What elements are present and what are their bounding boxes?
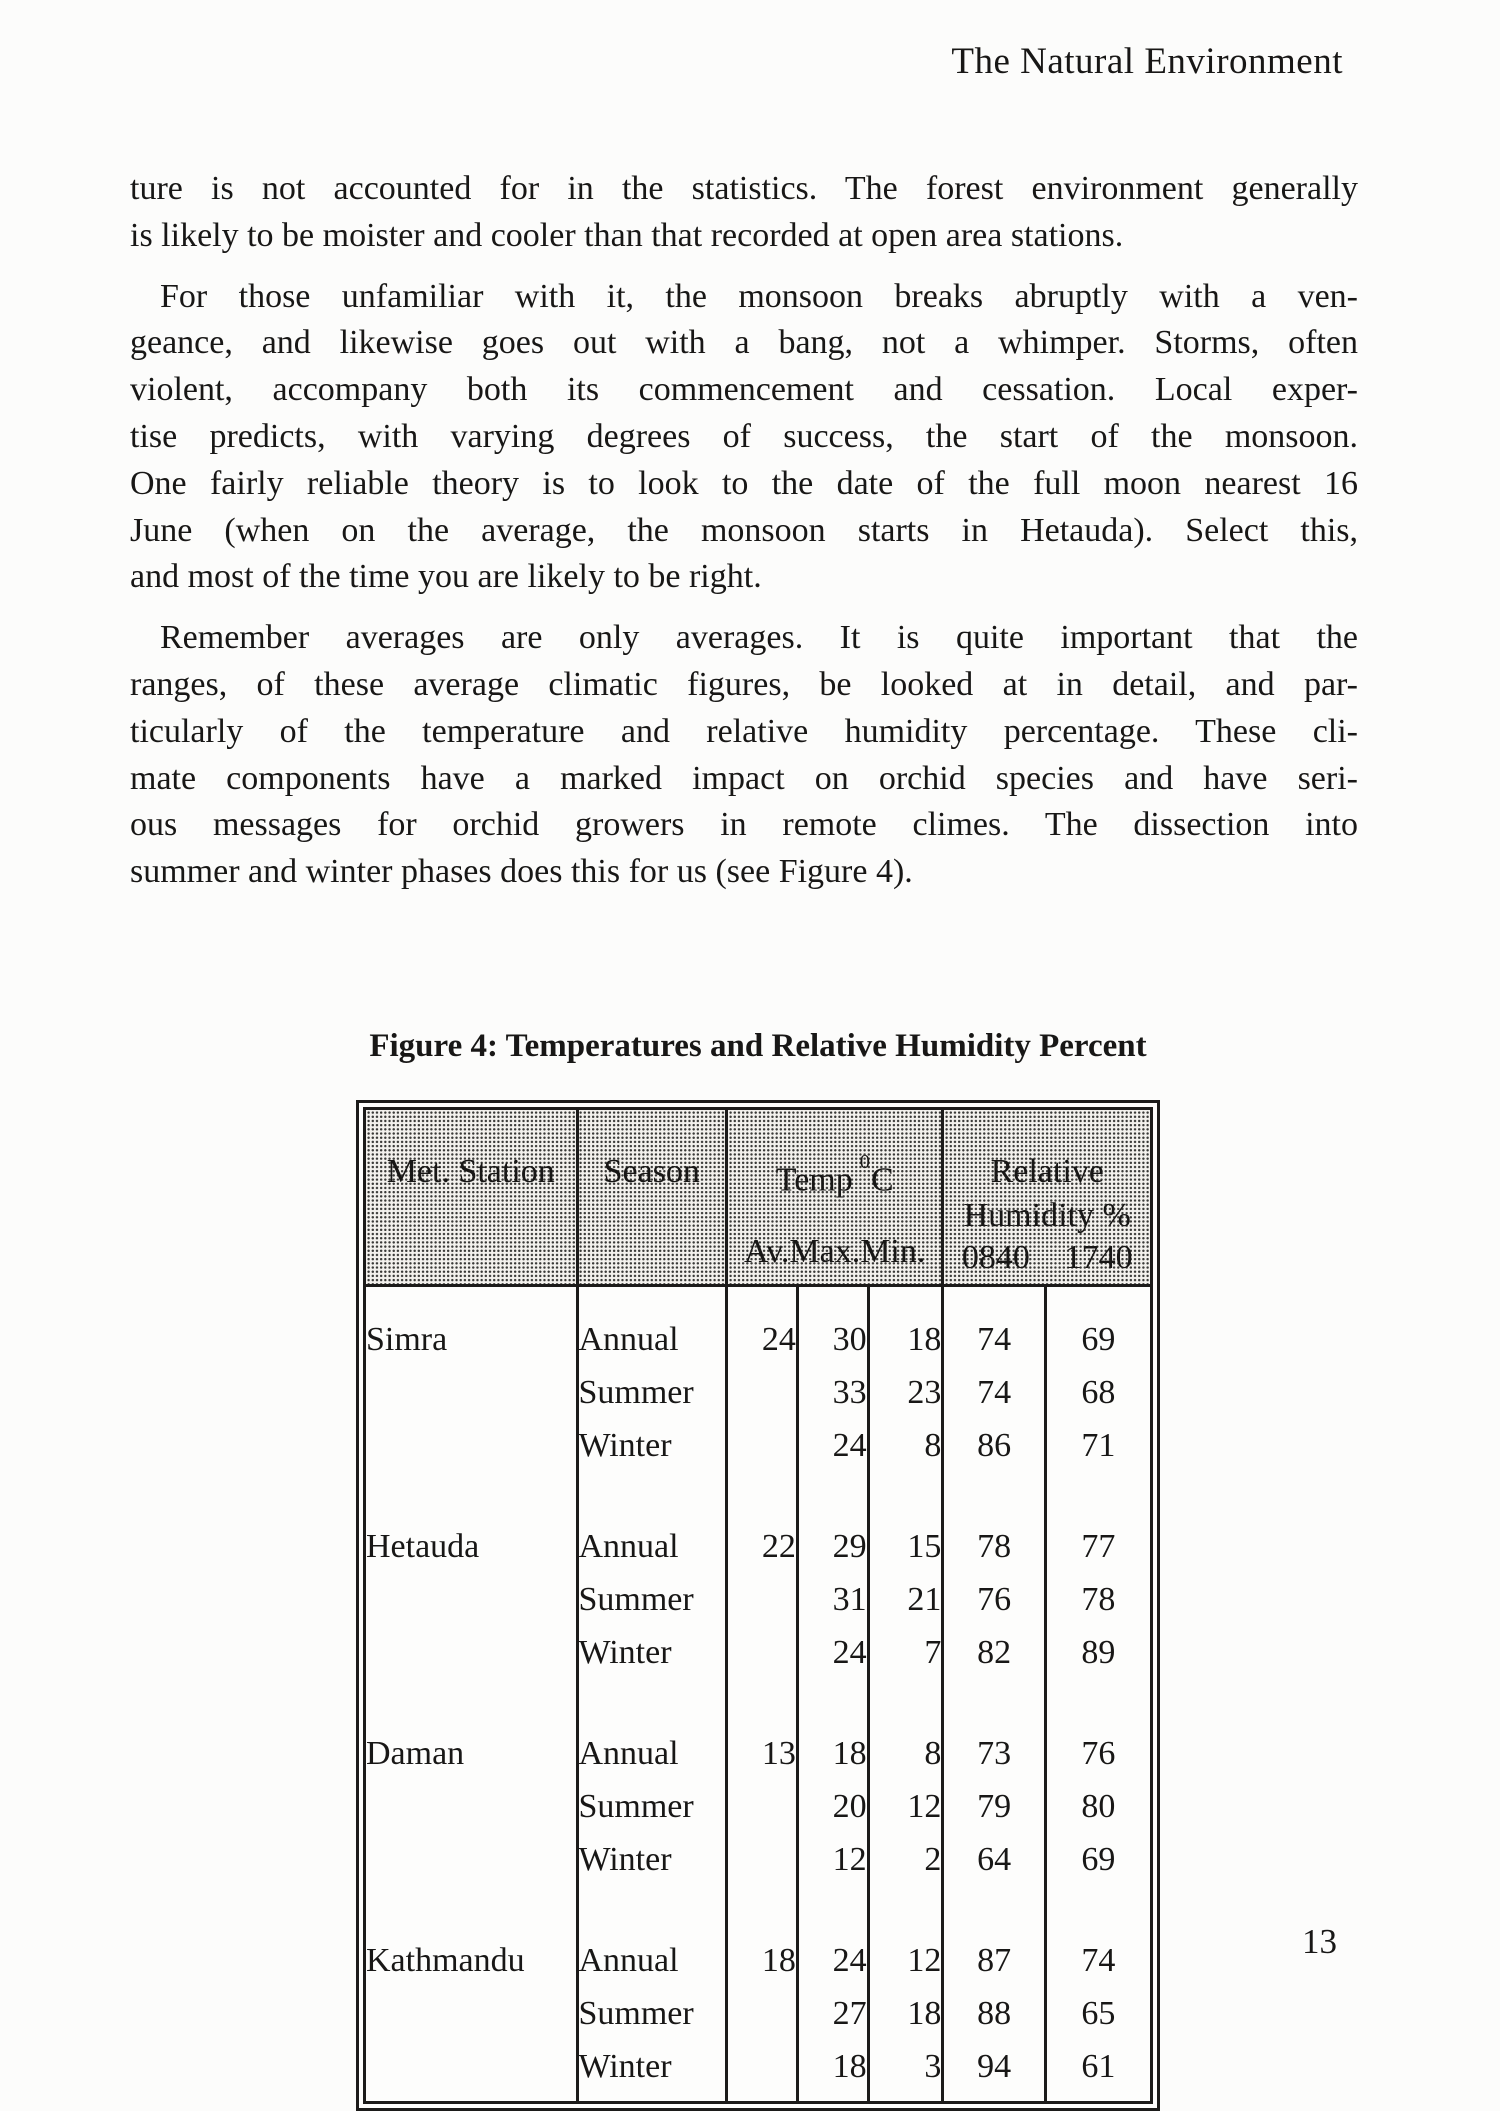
body-text-line: summer and winter phases does this for us (see Figure 4). xyxy=(130,853,913,891)
temp-min-cell: 8 xyxy=(868,1727,943,1780)
temp-max-cell: 24 xyxy=(797,1934,868,1987)
humidity-1740-cell: 77 xyxy=(1081,1527,1116,1565)
season-cell: Annual xyxy=(577,1934,727,1987)
humidity-1740-cell: 69 xyxy=(1081,1320,1116,1358)
temp-av-cell: 24 xyxy=(727,1313,798,1366)
temp-min-cell: 23 xyxy=(868,1366,943,1419)
station-name-cell xyxy=(365,1833,578,1886)
spacer-row xyxy=(365,1886,1152,1934)
humidity-1740-cell: 65 xyxy=(1081,1994,1116,2032)
station-name-cell: Kathmandu xyxy=(365,1934,578,1987)
body-text-line: and most of the time you are likely to be right. xyxy=(130,558,762,596)
body-text-line: violent, accompany both its commencement and cessation. Local exper- xyxy=(130,371,1358,409)
body-text-line: is likely to be moister and cooler than that recorded at open area stations. xyxy=(130,216,1124,254)
temp-max-cell: 24 xyxy=(797,1419,868,1472)
temp-av-cell xyxy=(727,1833,798,1886)
humidity-1740-cell: 76 xyxy=(1081,1734,1116,1772)
table-row xyxy=(365,1573,1152,1626)
body-text-line: ous messages for orchid growers in remote climes. The dissection into xyxy=(130,806,1358,844)
body-text-line: June (when on the average, the monsoon starts in Hetauda). Select this, xyxy=(130,511,1358,549)
season-cell: Summer xyxy=(577,1987,727,2040)
table-header-row xyxy=(365,1109,1152,1286)
temp-max-cell: 24 xyxy=(797,1626,868,1679)
table-row xyxy=(365,2040,1152,2093)
season-cell: Annual xyxy=(577,1727,727,1780)
spacer-row xyxy=(365,2093,1152,2103)
season-cell: Winter xyxy=(577,1419,727,1472)
humidity-0840-cell: 86 xyxy=(943,1419,1045,1472)
humidity-1740-cell: 74 xyxy=(1081,1941,1116,1979)
temp-min-cell: 2 xyxy=(868,1833,943,1886)
humidity-1740-cell: 69 xyxy=(1081,1840,1116,1878)
table-row xyxy=(365,1780,1152,1833)
temp-max-cell: 20 xyxy=(797,1780,868,1833)
station-name-cell xyxy=(365,1573,578,1626)
station-name-cell: Daman xyxy=(365,1727,578,1780)
temp-min-cell: 18 xyxy=(868,1313,943,1366)
season-cell: Winter xyxy=(577,1626,727,1679)
season-cell: Annual xyxy=(577,1313,727,1366)
humidity-0840-cell: 73 xyxy=(943,1727,1045,1780)
header-relative-humidity: Relative Humidity % 0840 1740 xyxy=(943,1109,1152,1286)
page-number: 13 xyxy=(1302,1922,1337,1961)
header-rh-1740: 1740 xyxy=(1064,1239,1133,1276)
humidity-1740-cell: 71 xyxy=(1081,1426,1116,1464)
temp-av-cell xyxy=(727,1626,798,1679)
body-text-line: One fairly reliable theory is to look to the date of the full moon nearest 16 xyxy=(130,464,1358,502)
temp-min-cell: 8 xyxy=(868,1419,943,1472)
figure-caption: Figure 4: Temperatures and Relative Humidity Percent xyxy=(369,1028,1147,1064)
humidity-0840-cell: 82 xyxy=(943,1626,1045,1679)
season-cell: Winter xyxy=(577,1833,727,1886)
climate-table xyxy=(363,1107,1153,2104)
station-name-cell: Simra xyxy=(365,1313,578,1366)
paragraph xyxy=(130,274,1358,602)
temp-av-cell xyxy=(727,2040,798,2093)
temp-min-cell: 12 xyxy=(868,1780,943,1833)
body-text-line: ture is not accounted for in the statistics. The forest environment generally xyxy=(130,170,1358,207)
temp-min-cell: 7 xyxy=(868,1626,943,1679)
paragraph xyxy=(130,615,1358,896)
body-text xyxy=(130,166,1358,910)
table-row xyxy=(365,1520,1152,1573)
temp-av-cell xyxy=(727,1987,798,2040)
body-text-line: ticularly of the temperature and relative humidity percentage. These cli- xyxy=(130,712,1358,750)
temp-min-cell: 12 xyxy=(868,1934,943,1987)
header-rh-0840: 0840 xyxy=(961,1239,1030,1276)
station-name-cell xyxy=(365,1419,578,1472)
humidity-0840-cell: 76 xyxy=(943,1573,1045,1626)
station-name-cell xyxy=(365,1366,578,1419)
season-cell: Annual xyxy=(577,1520,727,1573)
body-text-line: Remember averages are only averages. It is quite important that the xyxy=(160,619,1358,657)
table-row xyxy=(365,1987,1152,2040)
temp-min-cell: 18 xyxy=(868,1987,943,2040)
running-head: The Natural Environment xyxy=(951,41,1343,82)
humidity-0840-cell: 94 xyxy=(943,2040,1045,2093)
paragraph xyxy=(130,166,1358,260)
season-cell: Summer xyxy=(577,1573,727,1626)
humidity-0840-cell: 64 xyxy=(943,1833,1045,1886)
spacer-row xyxy=(365,1679,1152,1727)
temp-max-cell: 18 xyxy=(797,2040,868,2093)
humidity-0840-cell: 74 xyxy=(943,1366,1045,1419)
header-temp: Temp $^0$C Av.Max.Min. xyxy=(727,1109,943,1286)
header-season: Season xyxy=(577,1109,727,1286)
temp-av-cell: 22 xyxy=(727,1520,798,1573)
temp-max-cell: 33 xyxy=(797,1366,868,1419)
table-row xyxy=(365,1727,1152,1780)
humidity-0840-cell: 88 xyxy=(943,1987,1045,2040)
temp-min-cell: 15 xyxy=(868,1520,943,1573)
season-cell: Summer xyxy=(577,1366,727,1419)
table-row xyxy=(365,1833,1152,1886)
temp-min-cell: 3 xyxy=(868,2040,943,2093)
station-name-cell: Hetauda xyxy=(365,1520,578,1573)
table-row xyxy=(365,1419,1152,1472)
temp-av-cell: 13 xyxy=(727,1727,798,1780)
body-text-line: tise predicts, with varying degrees of success, the start of the monsoon. xyxy=(130,417,1358,455)
temp-av-cell: 18 xyxy=(727,1934,798,1987)
station-name-cell xyxy=(365,1780,578,1833)
temp-max-cell: 29 xyxy=(797,1520,868,1573)
humidity-1740-cell: 68 xyxy=(1081,1373,1116,1411)
humidity-0840-cell: 79 xyxy=(943,1780,1045,1833)
humidity-1740-cell: 61 xyxy=(1081,2047,1116,2085)
station-name-cell xyxy=(365,2040,578,2093)
season-cell: Winter xyxy=(577,2040,727,2093)
body-text-line: ranges, of these average climatic figures, be looked at in detail, and par- xyxy=(130,665,1358,703)
humidity-0840-cell: 74 xyxy=(943,1313,1045,1366)
temp-max-cell: 12 xyxy=(797,1833,868,1886)
table-row xyxy=(365,1366,1152,1419)
station-name-cell xyxy=(365,1987,578,2040)
body-text-line: geance, and likewise goes out with a bang, not a whimper. Storms, often xyxy=(130,324,1358,362)
body-text-line: mate components have a marked impact on orchid species and have seri- xyxy=(130,759,1358,797)
humidity-0840-cell: 87 xyxy=(943,1934,1045,1987)
temp-max-cell: 31 xyxy=(797,1573,868,1626)
spacer-row xyxy=(365,1472,1152,1520)
table-row xyxy=(365,1313,1152,1366)
climate-table-frame xyxy=(356,1100,1160,2111)
temp-max-cell: 27 xyxy=(797,1987,868,2040)
table-row xyxy=(365,1626,1152,1679)
temp-av-cell xyxy=(727,1419,798,1472)
temp-max-cell: 30 xyxy=(797,1313,868,1366)
header-temp-subcolumns: Av.Max.Min. xyxy=(744,1233,926,1270)
body-text-line: For those unfamiliar with it, the monsoon breaks abruptly with a ven- xyxy=(160,277,1358,315)
humidity-1740-cell: 80 xyxy=(1081,1787,1116,1825)
season-cell: Summer xyxy=(577,1780,727,1833)
humidity-0840-cell: 78 xyxy=(943,1520,1045,1573)
temp-min-cell: 21 xyxy=(868,1573,943,1626)
temp-av-cell xyxy=(727,1366,798,1419)
temp-av-cell xyxy=(727,1573,798,1626)
temp-max-cell: 18 xyxy=(797,1727,868,1780)
humidity-1740-cell: 89 xyxy=(1081,1633,1116,1671)
spacer-row xyxy=(365,1286,1152,1314)
table-row xyxy=(365,1934,1152,1987)
temp-av-cell xyxy=(727,1780,798,1833)
station-name-cell xyxy=(365,1626,578,1679)
humidity-1740-cell: 78 xyxy=(1081,1580,1116,1618)
header-met-station: Met. Station xyxy=(365,1109,578,1286)
